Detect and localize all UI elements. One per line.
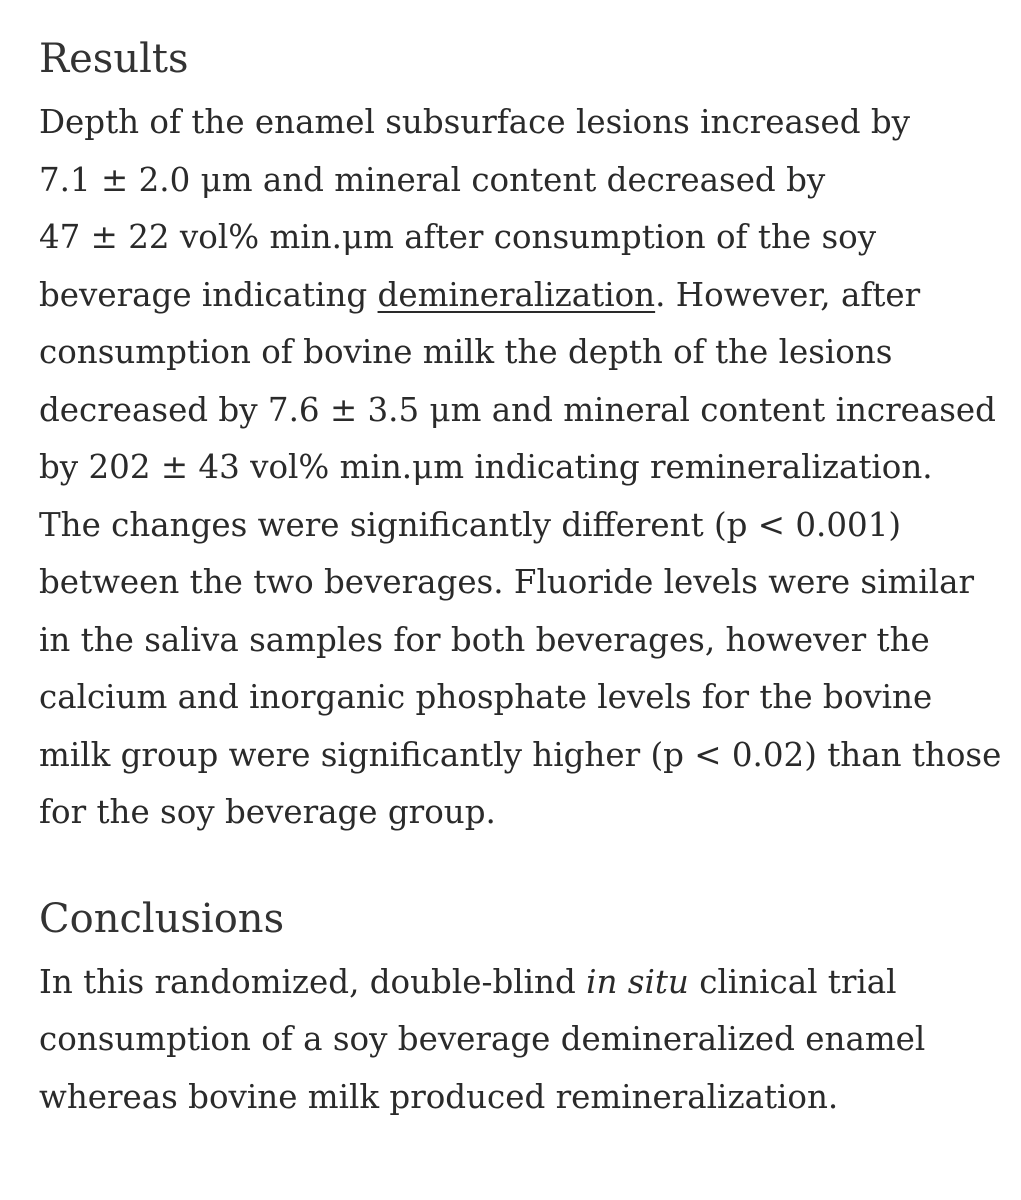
text-line xyxy=(39,267,999,325)
text-fragment: . However, after xyxy=(655,275,921,314)
text-line: Depth of the enamel subsurface lesions increased by xyxy=(39,103,911,141)
text-line: in the saliva samples for both beverages, however the xyxy=(39,620,930,659)
conclusions-section xyxy=(39,890,999,1127)
results-heading: Results xyxy=(39,36,189,82)
conclusions-text xyxy=(39,954,999,1127)
text-line: consumption of bovine milk the depth of the lesions xyxy=(39,333,893,371)
results-section xyxy=(39,30,1002,842)
text-line: 7.1 ± 2.0 μm and mineral content decreased by xyxy=(39,160,826,199)
text-line: consumption of a soy beverage demineralized enamel xyxy=(39,1020,926,1058)
text-fragment: In this randomized, double-blind xyxy=(39,962,587,1001)
text-line: decreased by 7.6 ± 3.5 μm and mineral content increased xyxy=(39,390,996,429)
conclusions-heading: Conclusions xyxy=(39,895,285,942)
text-line: between the two beverages. Fluoride levels were similar xyxy=(39,563,975,601)
text-line: The changes were significantly different (p < 0.001) xyxy=(39,505,902,544)
text-line: milk group were significantly higher (p < 0.02) than those xyxy=(39,735,1002,774)
abstract-content xyxy=(39,30,1002,1126)
text-line: whereas bovine milk produced remineralization. xyxy=(39,1077,839,1116)
text-line: for the soy beverage group. xyxy=(39,793,496,831)
demineralization-link[interactable]: demineralization xyxy=(377,275,656,314)
text-fragment: beverage indicating xyxy=(39,275,378,314)
text-fragment: clinical trial xyxy=(688,962,897,1001)
in-situ-emphasis: in situ xyxy=(586,962,689,1001)
text-line: calcium and inorganic phosphate levels for the bovine xyxy=(39,678,933,716)
text-line xyxy=(39,954,999,1012)
text-line: 47 ± 22 vol% min.μm after consumption of the soy xyxy=(39,218,877,256)
results-text xyxy=(39,94,1002,842)
text-line: by 202 ± 43 vol% min.μm indicating remineralization. xyxy=(39,448,933,486)
